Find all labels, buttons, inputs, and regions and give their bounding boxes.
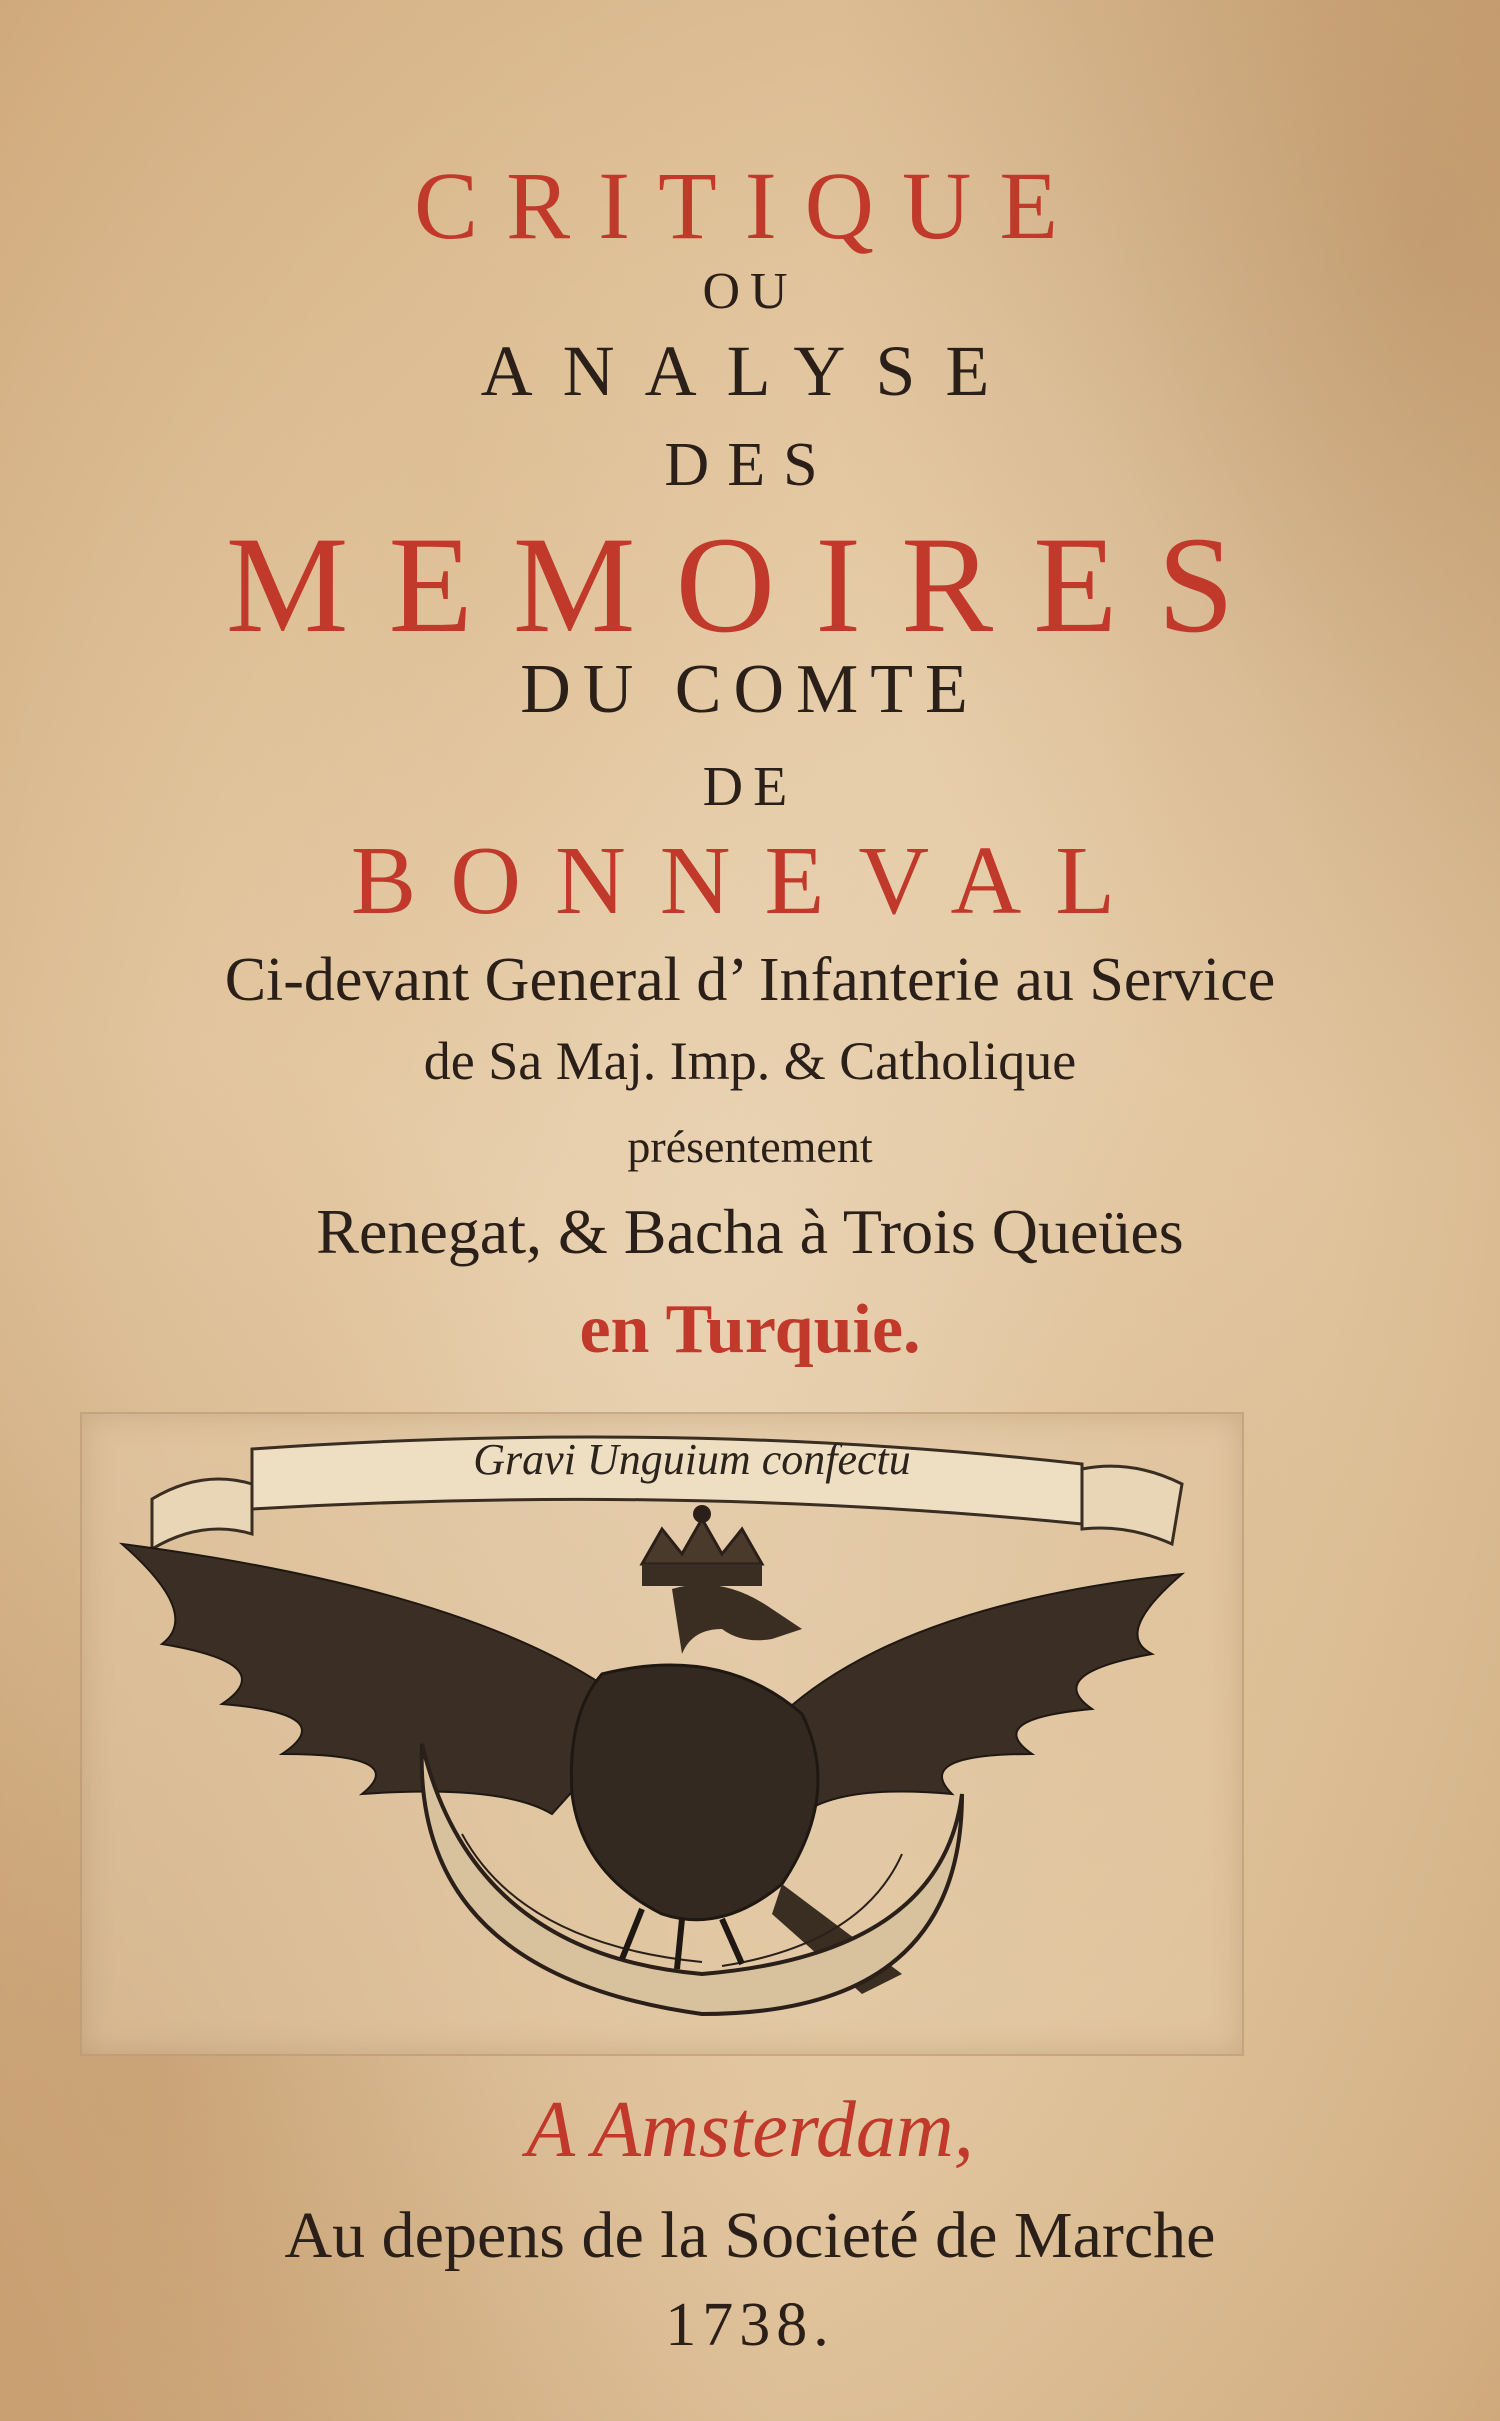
title-line-analyse: ANALYSE (480, 331, 1020, 411)
subtitle-line-general: Ci-devant General d’ Infanterie au Service (224, 946, 1276, 1014)
title-line-de: DE (702, 756, 798, 818)
imprint-place: A Amsterdam, (526, 2086, 974, 2174)
title-line-bonneval: BONNEVAL (350, 827, 1150, 935)
imprint-publisher: Au depens de la Societé de Marche (284, 2199, 1216, 2272)
title-line-des: DES (664, 431, 836, 499)
subtitle-line-majeste: de Sa Maj. Imp. & Catholique (423, 1031, 1077, 1091)
title-line-memoires: MEMOIRES (225, 508, 1275, 661)
title-line-du-comte: DU COMTE (520, 651, 980, 728)
eagle-icon (82, 1414, 1242, 2054)
title-line-critique: CRITIQUE (414, 152, 1086, 259)
eagle-crescent-engraving (80, 1412, 1244, 2056)
title-line-ou: OU (702, 263, 798, 320)
subtitle-line-turquie: en Turquie. (579, 1291, 921, 1368)
subtitle-line-renegat: Renegat, & Bacha à Trois Queües (316, 1196, 1184, 1267)
engraving-motto: Gravi Unguium confectu (473, 1435, 911, 1484)
subtitle-line-presentement: présentement (627, 1121, 873, 1172)
imprint-year: 1738. (665, 2291, 835, 2359)
